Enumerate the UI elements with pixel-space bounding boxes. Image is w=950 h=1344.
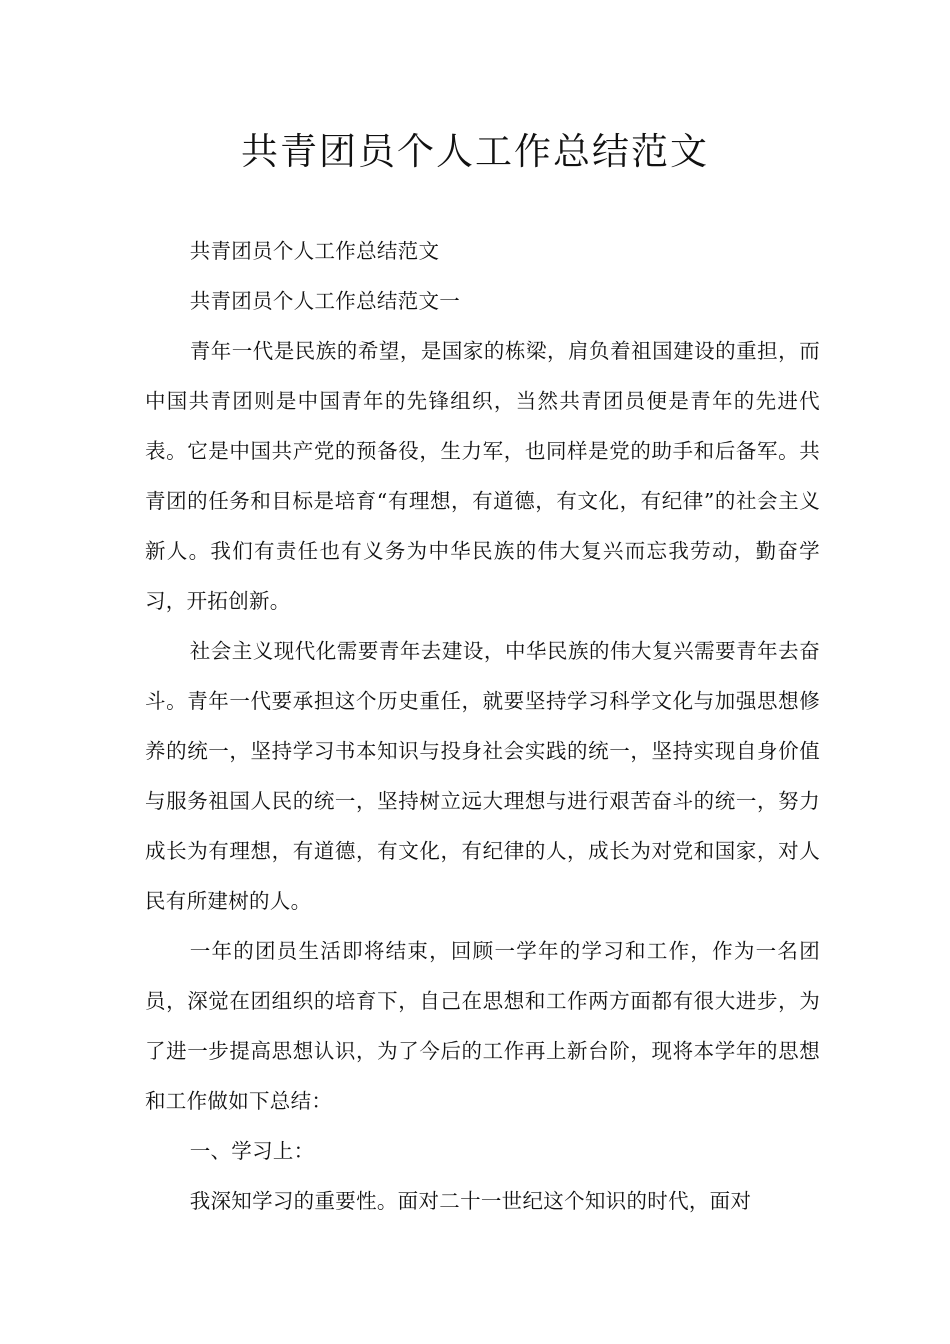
section-heading: 一、学习上：	[189, 1139, 315, 1163]
paragraph: 我深知学习的重要性。面对二十一世纪这个知识的时代，面对	[189, 1189, 752, 1213]
document-body	[145, 226, 820, 1226]
document-title: 共青团员个人工作总结范文	[241, 130, 709, 173]
paragraph: 社会主义现代化需要青年去建设，中华民族的伟大复兴需要青年去奋斗。青年一代要承担这个历史重任，就要坚持学习科学文化与加强思想修养的统一，坚持学习书本知识与投身社会实践的统一，坚持实现自身价值与服务祖国人民的统一，坚持树立远大理想与进行艰苦奋斗的统一，努力成长为有理想，有道德，有文化，有纪律的人，成长为对党和国家，对人民有所建树的人。	[145, 639, 820, 913]
paragraph: 一年的团员生活即将结束，回顾一学年的学习和工作，作为一名团员，深觉在团组织的培育下，自己在思想和工作两方面都有很大进步，为了进一步提高思想认识，为了今后的工作再上新台阶，现将本学年的思想和工作做如下总结：	[145, 939, 820, 1113]
paragraph: 青年一代是民族的希望，是国家的栋梁，肩负着祖国建设的重担，而中国共青团则是中国青年的先锋组织，当然共青团员便是青年的先进代表。它是中国共产党的预备役，生力军，也同样是党的助手和后备军。共青团的任务和目标是培育“有理想，有道德，有文化，有纪律”的社会主义新人。我们有责任也有义务为中华民族的伟大复兴而忘我劳动，勤奋学习，开拓创新。	[145, 339, 820, 613]
paragraph-heading: 共青团员个人工作总结范文	[189, 239, 440, 263]
paragraph-subheading: 共青团员个人工作总结范文一	[189, 289, 461, 313]
